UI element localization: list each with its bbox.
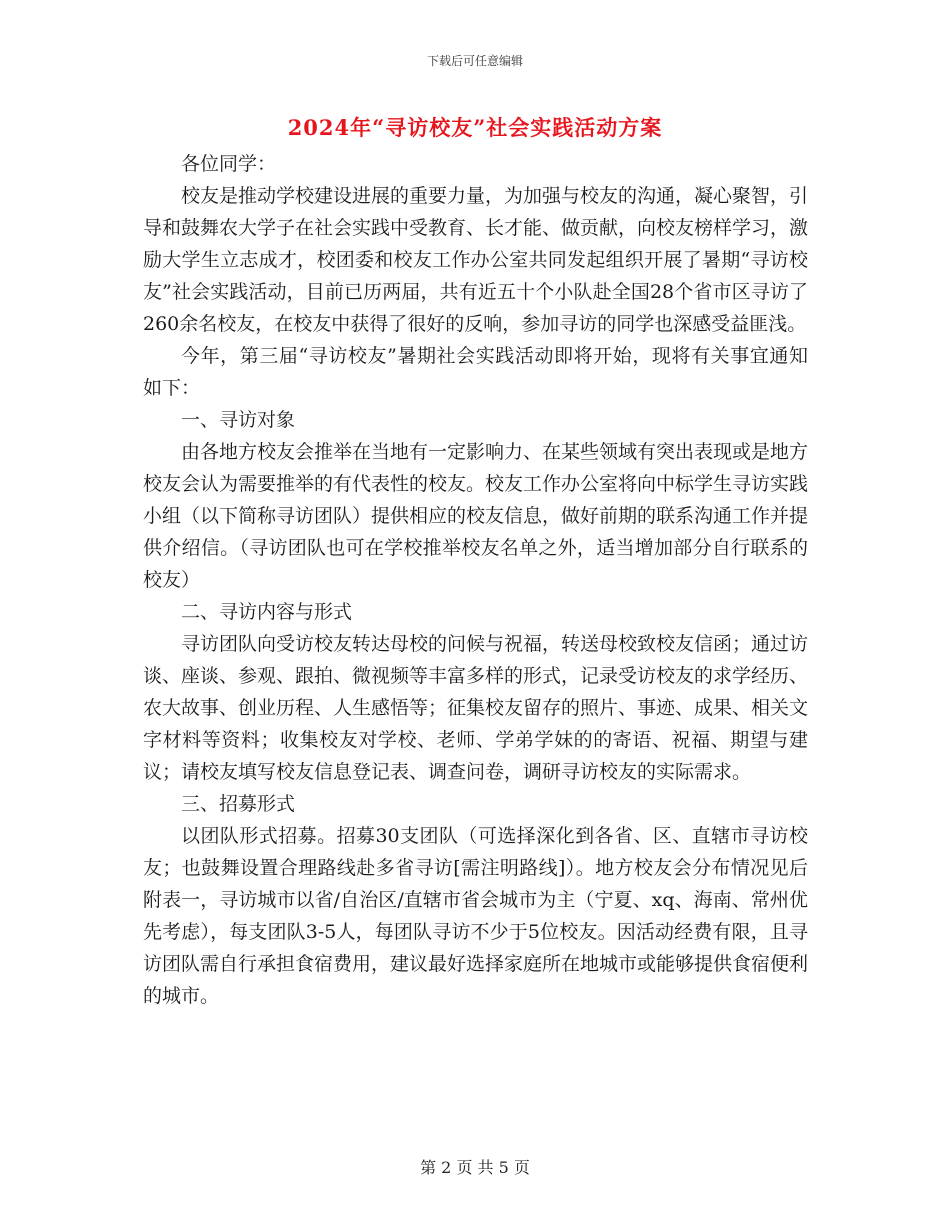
paragraph-section-1: 由各地方校友会推举在当地有一定影响力、在某些领域有突出表现或是地方校友会认为需要推举的有代表性的校友。校友工作办公室将向中标学生寻访实践小组（以下简称寻访团队）提供相应的校友信息，做好前期的联系沟通工作并提供介绍信。（寻访团队也可在学校推举校友名单之外，适当增加部分自行联系的校友） [143,441,809,591]
paragraph-section-2: 寻访团队向受访校友转达母校的问候与祝福，转送母校致校友信函；通过访谈、座谈、参观、跟拍、微视频等丰富多样的形式，记录受访校友的求学经历、农大故事、创业历程、人生感悟等；征集校友留存的照片、事迹、成果、相关文字材料等资料；收集校友对学校、老师、学弟学妹的的寄语、祝福、期望与建议；请校友填写校友信息登记表、调查问卷，调研寻访校友的实际需求。 [143,633,809,783]
paragraph-section-3: 以团队形式招募。招募30支团队（可选择深化到各省、区、直辖市寻访校友；也鼓舞设置合理路线赴多省寻访[需注明路线]）。地方校友会分布情况见后附表一，寻访城市以省/自治区/直辖市省会城市为主（宁夏、xq、海南、常州优先考虑），每支团队3-5人，每团队寻访不少于5位校友。因活动经费有限，且寻访团队需自行承担食宿费用，建议最好选择家庭所在地城市或能够提供食宿便利的城市。 [143,825,809,1007]
paragraph-notice: 今年，第三届“寻访校友”暑期社会实践活动即将开始，现将有关事宜通知如下： [143,345,808,399]
paragraph-intro: 校友是推动学校建设进展的重要力量，为加强与校友的沟通，凝心聚智，引导和鼓舞农大学子在社会实践中受教育、长才能、做贡献，向校友榜样学习，激励大学生立志成才，校团委和校友工作办公室共同发起组织开展了暑期“寻访校友”社会实践活动，目前已历两届，共有近五十个小队赴全国28个省市区寻访了260余名校友，在校友中获得了很好的反响，参加寻访的同学也深感受益匪浅。 [143,185,809,335]
section-heading-1: 一、寻访对象 [181,409,296,431]
page-number-footer: 第 2 页 共 5 页 [420,1158,530,1177]
document-title: 2024年“寻访校友”社会实践活动方案 [287,115,663,140]
document-body [143,148,808,1012]
section-heading-3: 三、招募形式 [181,793,296,815]
page-header-note: 下载后可任意编辑 [426,54,523,68]
salutation: 各位同学： [181,153,277,175]
section-heading-2: 二、寻访内容与形式 [181,601,353,623]
